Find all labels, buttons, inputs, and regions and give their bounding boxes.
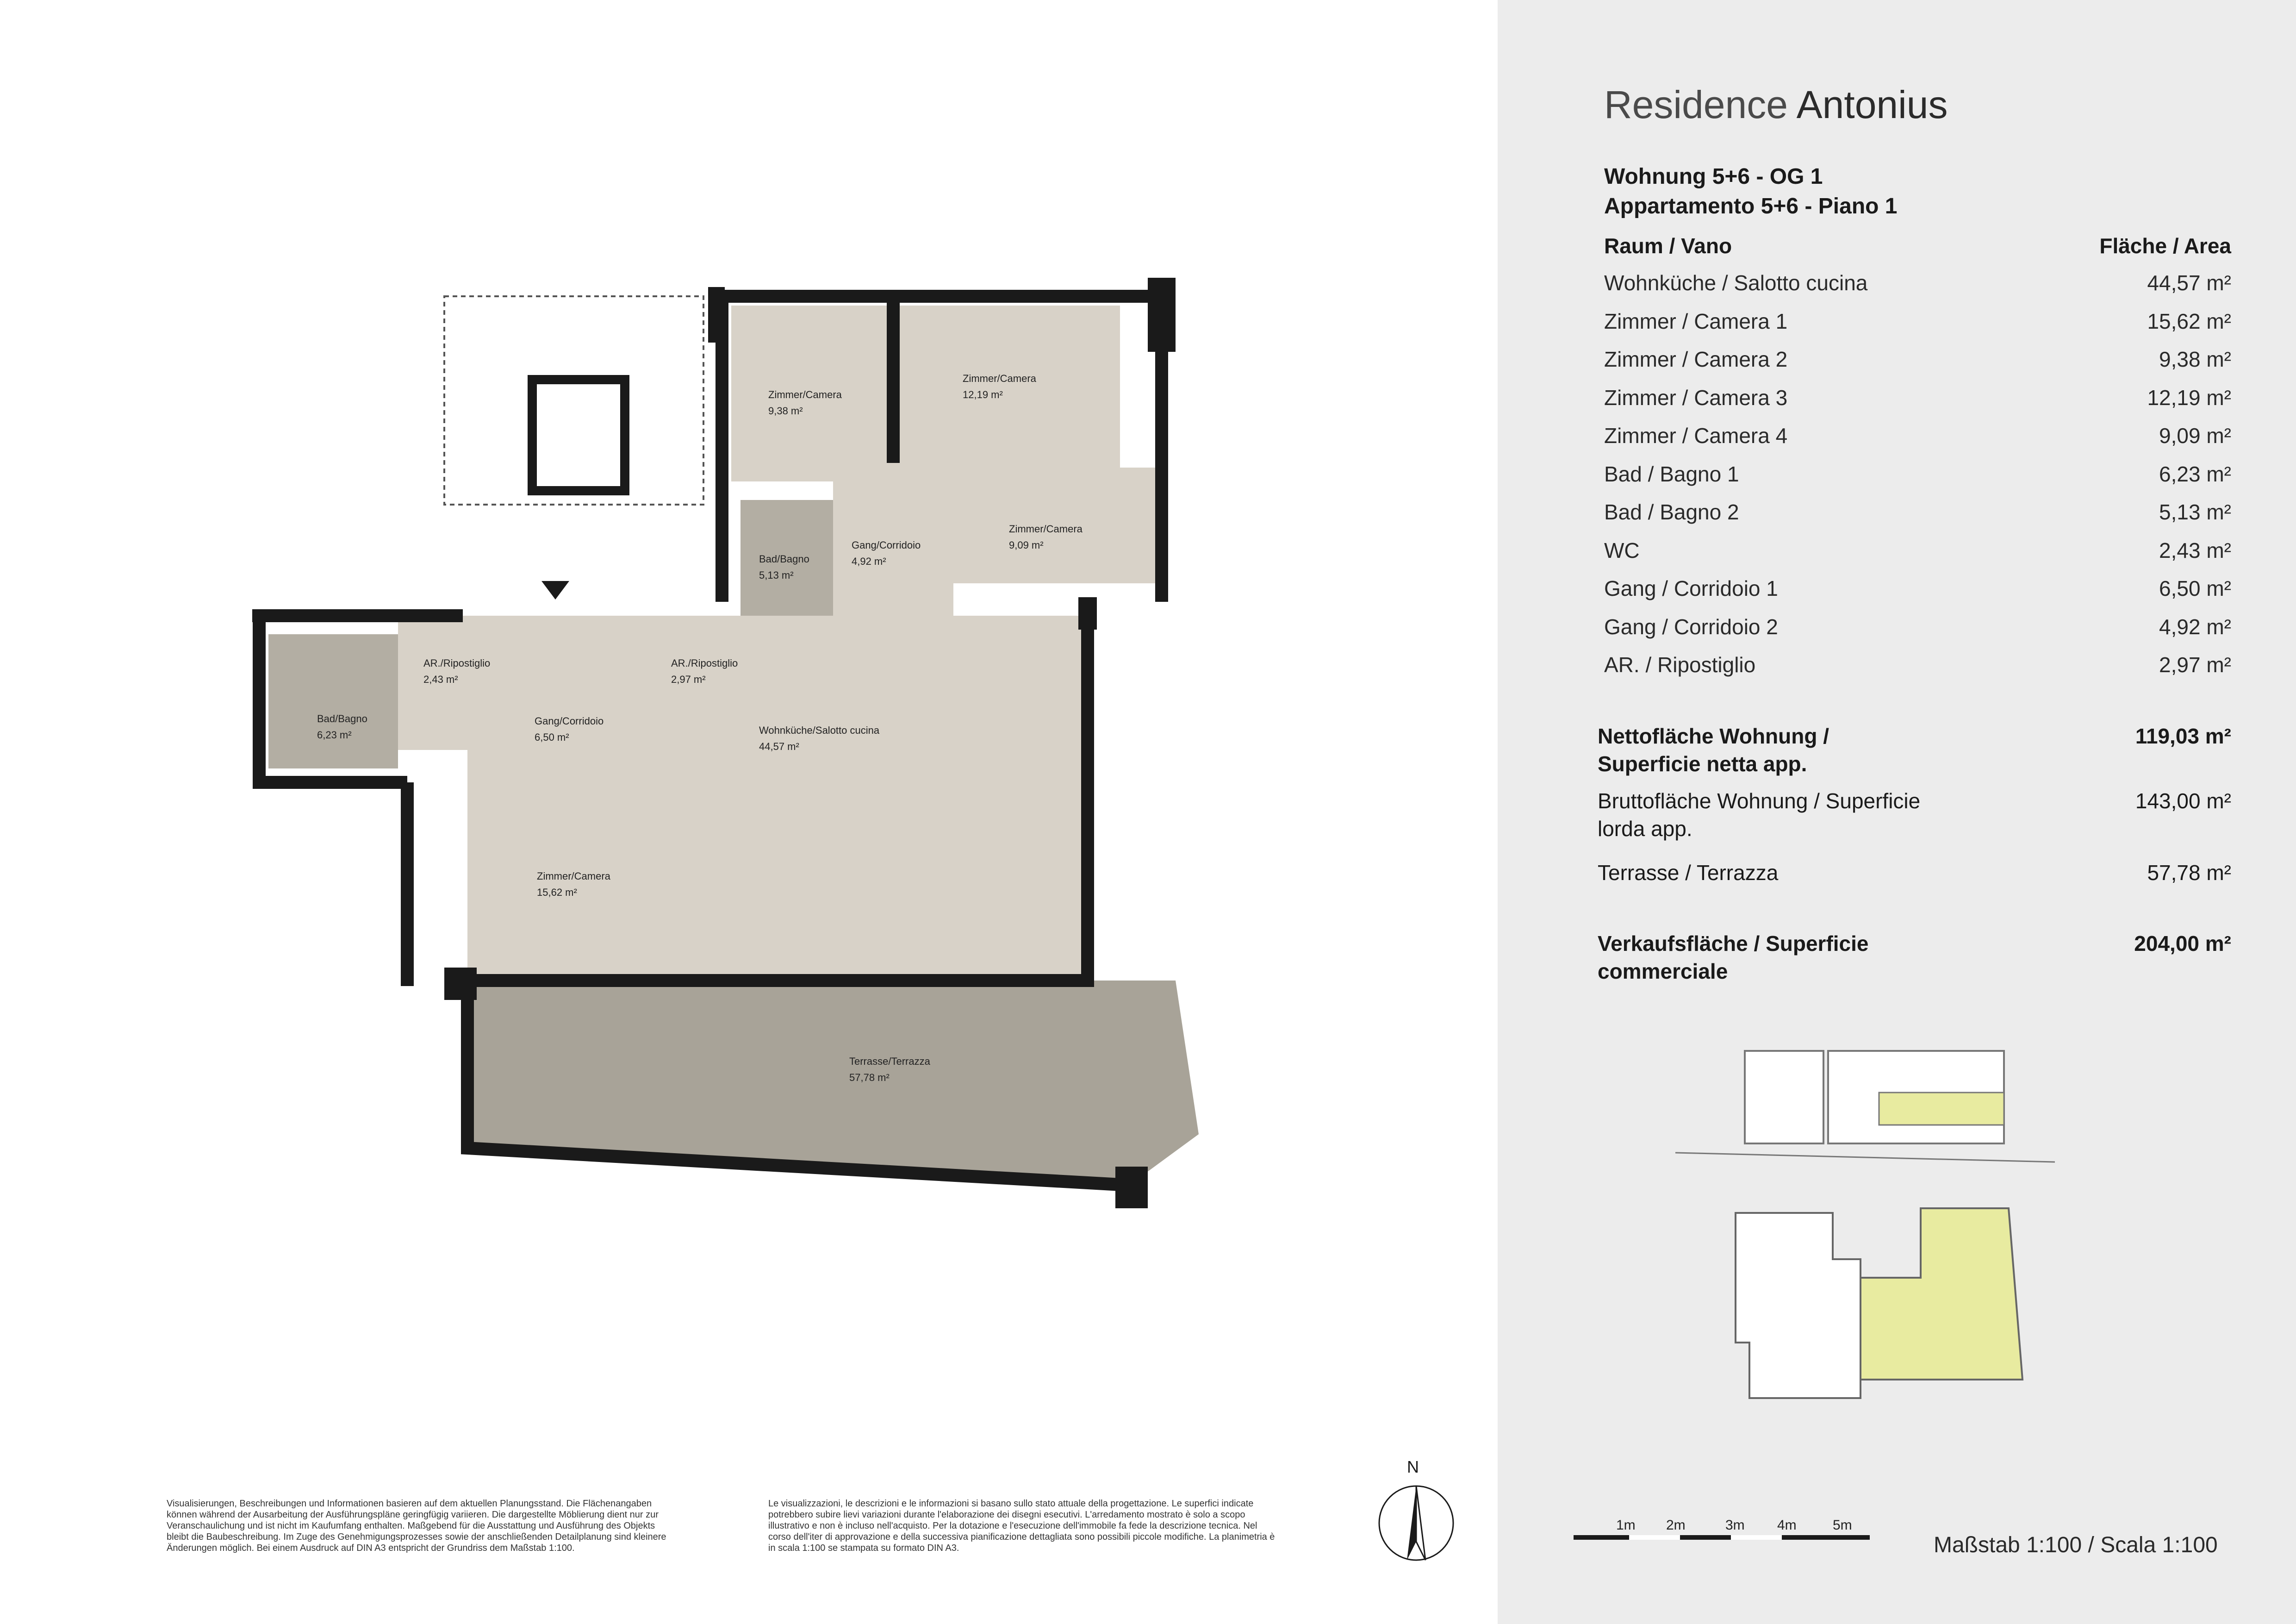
corridor-upper-floor — [833, 444, 953, 616]
room-area: 6,23 m² — [317, 729, 352, 741]
room-area: 44,57 m² — [759, 741, 799, 752]
room-label: Bad/Bagno — [317, 713, 367, 725]
table-row — [1604, 423, 2231, 462]
room-area: 57,78 m² — [849, 1072, 890, 1083]
room-area: 2,97 m² — [2159, 653, 2231, 677]
scale-text: Maßstab 1:100 / Scala 1:100 — [1934, 1533, 2218, 1557]
sales-area-value: 204,00 m² — [2134, 931, 2231, 956]
bath-left-floor — [268, 634, 398, 768]
scale-tick: 3m — [1725, 1518, 1745, 1533]
room-area: 9,38 m² — [2159, 347, 2231, 371]
room-label: Bad/Bagno — [759, 553, 809, 565]
room-label: Zimmer/Camera — [963, 373, 1036, 384]
elevation-thumbnail — [1675, 1042, 2055, 1171]
room-area: 12,19 m² — [2147, 385, 2231, 410]
north-arrow-icon — [1375, 1481, 1458, 1565]
room-name: Bad / Bagno 2 — [1604, 500, 1739, 524]
room-area: 4,92 m² — [852, 556, 886, 567]
terrace-area-label: Terrasse / Terrazza — [1598, 861, 1779, 885]
disclaimer-it: Le visualizzazioni, le descrizioni e le informazioni si basano sullo stato attuale della progettazione. Le superfici indicate potrebbero subire lievi variazioni durante l'elaborazione dei disegni esecutivi. L'arredamento mostrato è solo a scopo illustrativo e non è incluso nell'acquisto. Per la dotazione e l'esecuzione dell'immobile fa fede la descrizione tecnica. Nel corso dell'iter di approvazione e della successiva pianificazione dettagliata sono possibili piccole modifiche. La planimetria è in scala 1:100 se stampata su formato DIN A3. — [768, 1499, 1275, 1553]
room-area: 15,62 m² — [537, 887, 577, 898]
room-label: Zimmer/Camera — [537, 870, 610, 882]
scale-tick: 1m — [1616, 1518, 1636, 1533]
room-name: Gang / Corridoio 1 — [1604, 576, 1778, 600]
room-label: AR./Ripostiglio — [671, 657, 738, 669]
room-label: Terrasse/Terrazza — [849, 1056, 930, 1067]
room-area: 9,09 m² — [2159, 424, 2231, 448]
room-name: Zimmer / Camera 2 — [1604, 347, 1788, 371]
room-label: Zimmer/Camera — [768, 389, 842, 400]
room-name: AR. / Ripostiglio — [1604, 653, 1756, 677]
room-area: 6,50 m² — [2159, 576, 2231, 600]
room-area: 2,97 m² — [671, 674, 706, 685]
sales-area-row — [1598, 930, 2231, 985]
room-area: 5,13 m² — [759, 569, 794, 581]
terrace-area-row — [1598, 859, 2231, 887]
unit-title — [1604, 162, 1898, 221]
elevation-highlight — [1879, 1093, 2004, 1125]
header-area: Fläche / Area — [2099, 234, 2231, 258]
gross-area-row — [1598, 787, 2231, 843]
unit-title-de: Wohnung 5+6 - OG 1 — [1604, 164, 1823, 189]
room-area: 6,23 m² — [2159, 462, 2231, 486]
table-row — [1604, 576, 2231, 614]
terrace-area-value: 57,78 m² — [2147, 861, 2231, 885]
room-name: Bad / Bagno 1 — [1604, 462, 1739, 486]
sales-area-label: Verkaufsfläche / Superficie commerciale — [1598, 931, 1869, 983]
unit-title-it: Appartamento 5+6 - Piano 1 — [1604, 194, 1898, 219]
elevator — [532, 380, 625, 491]
table-row — [1604, 309, 2231, 347]
table-row — [1604, 462, 2231, 500]
table-row — [1604, 270, 2231, 309]
entrance-arrow — [541, 581, 569, 600]
room-name: Zimmer / Camera 1 — [1604, 309, 1788, 333]
room-area: 9,09 m² — [1009, 539, 1044, 551]
net-area-row — [1598, 722, 2231, 778]
scale-tick: 4m — [1777, 1518, 1797, 1533]
room-area: 2,43 m² — [423, 674, 458, 685]
table-row — [1604, 538, 2231, 576]
gross-area-label: Bruttofläche Wohnung / Superficie lorda app. — [1598, 789, 1921, 841]
brand-title — [1604, 82, 1948, 127]
site-plan-highlight — [1860, 1208, 2022, 1380]
room-label: AR./Ripostiglio — [423, 657, 491, 669]
room-name: Zimmer / Camera 3 — [1604, 385, 1788, 410]
room-label: Gang/Corridoio — [852, 539, 921, 551]
room-area: 15,62 m² — [2147, 309, 2231, 333]
table-row — [1604, 500, 2231, 538]
net-area-label: Nettofläche Wohnung / Superficie netta app. — [1598, 724, 1829, 776]
gross-area-value: 143,00 m² — [2135, 789, 2231, 813]
room-label: Zimmer/Camera — [1009, 523, 1083, 535]
net-area-value: 119,03 m² — [2135, 724, 2231, 748]
scale-tick: 2m — [1666, 1518, 1686, 1533]
table-row — [1604, 347, 2231, 385]
disclaimer-de: Visualisierungen, Beschreibungen und Informationen basieren auf dem aktuellen Planungsstand. Die Flächenangaben können während der Ausarbeitung der Ausführungspläne geringfügig variieren. Die dargestellte Möblierung dient nur zur Veranschaulichung und ist nicht im Kaufumfang enthalten. Maßgebend für die Ausstattung und Ausführung des Objekts bleibt die Baubeschreibung. Im Zuge des Genehmigungsprozesses sowie der anschließenden Detailplanung sind kleinere Änderungen möglich. Bei einem Ausdruck auf DIN A3 entspricht der Grundriss dem Maßstab 1:100. — [167, 1499, 666, 1553]
table-row — [1604, 385, 2231, 424]
room-name: Gang / Corridoio 2 — [1604, 614, 1778, 639]
room-area: 2,43 m² — [2159, 538, 2231, 562]
room-name: Zimmer / Camera 4 — [1604, 424, 1788, 448]
stair-outline — [444, 296, 703, 505]
room-area: 12,19 m² — [963, 389, 1003, 400]
room-area: 6,50 m² — [535, 731, 569, 743]
header-room: Raum / Vano — [1604, 234, 1732, 258]
table-row — [1604, 614, 2231, 653]
room-area: 4,92 m² — [2159, 614, 2231, 639]
room-area-table — [1604, 270, 2231, 691]
room-name: WC — [1604, 538, 1640, 562]
room-area: 9,38 m² — [768, 405, 803, 417]
brand-name-light: Residence — [1604, 83, 1788, 126]
room-label: Gang/Corridoio — [535, 715, 604, 727]
site-plan-thumbnail — [1722, 1204, 2036, 1417]
brand-name-bold: Antonius — [1796, 83, 1948, 126]
room-label: Wohnküche/Salotto cucina — [759, 725, 880, 736]
room-area: 44,57 m² — [2147, 271, 2231, 295]
table-row — [1604, 652, 2231, 691]
north-label: N — [1407, 1457, 1419, 1476]
room-name: Wohnküche / Salotto cucina — [1604, 271, 1868, 295]
scale-tick: 5m — [1833, 1518, 1852, 1533]
room-area: 5,13 m² — [2159, 500, 2231, 524]
